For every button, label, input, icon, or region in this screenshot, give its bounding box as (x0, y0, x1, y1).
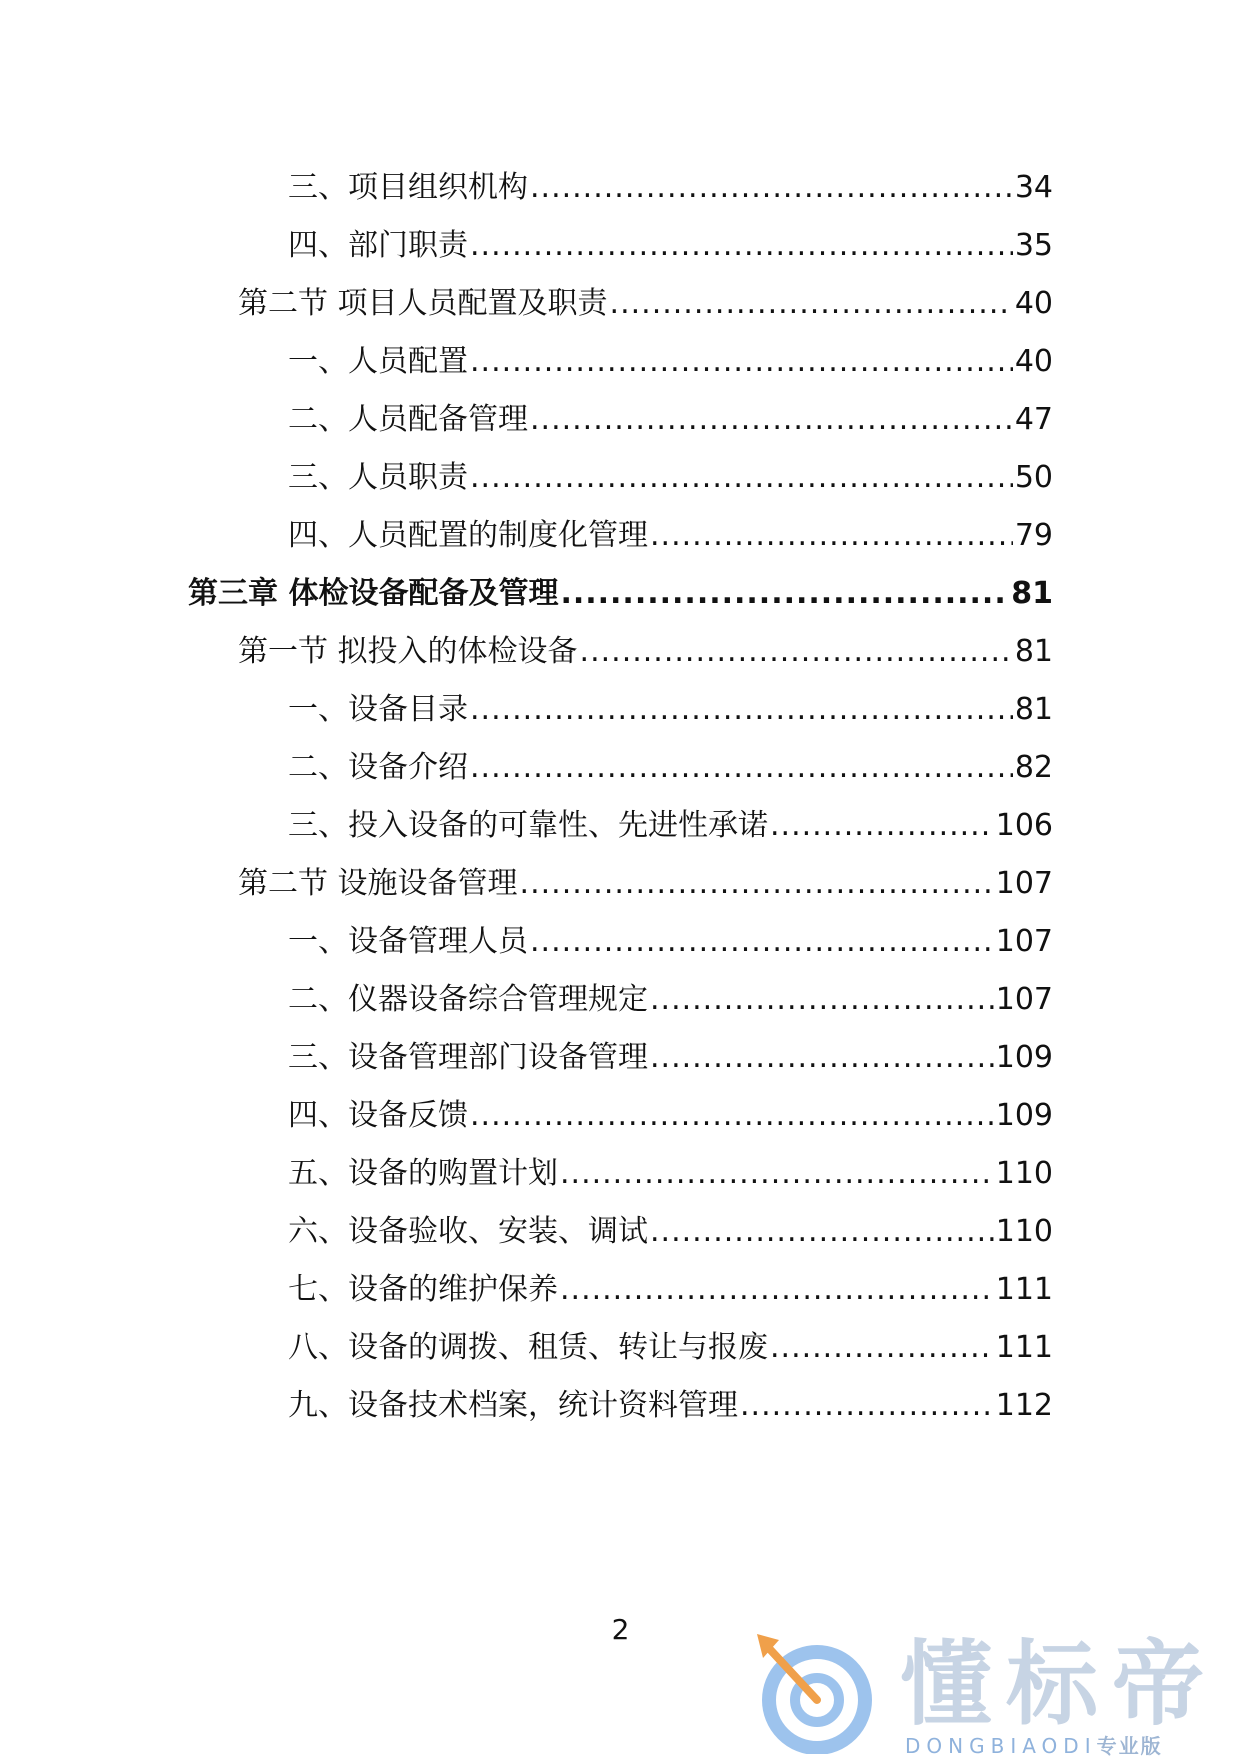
toc-entry-title: 三、投入设备的可靠性、先进性承诺 (288, 808, 768, 843)
toc-entry[interactable] (288, 922, 1053, 962)
toc-leader-dots (650, 1212, 994, 1252)
toc-entry-page: 79 (1014, 518, 1053, 553)
toc-entry-title: 一、设备管理人员 (288, 924, 528, 959)
toc-entry-title: 八、设备的调拨、租赁、转让与报废 (288, 1330, 768, 1365)
toc-leader-dots (470, 226, 1013, 266)
toc-leader-dots (470, 1096, 994, 1136)
toc-entry[interactable] (288, 168, 1053, 208)
toc-entry-page: 34 (1014, 170, 1053, 205)
toc-leader-dots (650, 516, 1013, 556)
toc-leader-dots (470, 458, 1013, 498)
toc-entry[interactable] (288, 748, 1053, 788)
toc-entry-page: 81 (1014, 692, 1053, 727)
toc-entry[interactable] (238, 284, 1053, 324)
watermark-name: 懂标帝 (900, 1631, 1219, 1738)
toc-entry-page: 110 (995, 1214, 1053, 1249)
toc-entry-page: 107 (995, 982, 1053, 1017)
toc-entry-title: 四、设备反馈 (288, 1098, 468, 1133)
toc-entry-title: 一、人员配置 (288, 344, 468, 379)
toc-entry-title: 三、项目组织机构 (288, 170, 528, 205)
toc-entry[interactable] (288, 226, 1053, 266)
toc-entry[interactable] (288, 516, 1053, 556)
toc-leader-dots (470, 342, 1013, 382)
toc-leader-dots (770, 1328, 994, 1368)
toc-leader-dots (650, 1038, 994, 1078)
toc-entry-title: 第二节 项目人员配置及职责 (238, 286, 608, 321)
toc-entry-title: 第三章 体检设备配备及管理 (188, 576, 559, 611)
toc-leader-dots (650, 980, 994, 1020)
toc-entry-title: 七、设备的维护保养 (288, 1272, 558, 1307)
toc-leader-dots (560, 574, 1009, 614)
toc-entry[interactable] (288, 1154, 1053, 1194)
toc-entry-page: 107 (995, 924, 1053, 959)
toc-entry-page: 112 (995, 1388, 1053, 1423)
toc-entry-title: 二、设备介绍 (288, 750, 468, 785)
watermark-edition: 专业版 (1096, 1734, 1163, 1758)
toc-leader-dots (770, 806, 994, 846)
toc-leader-dots (530, 168, 1013, 208)
toc-entry-title: 二、仪器设备综合管理规定 (288, 982, 648, 1017)
page-number: 2 (611, 1613, 630, 1646)
toc-entry-page: 50 (1014, 460, 1053, 495)
toc-entry[interactable] (288, 980, 1053, 1020)
toc-entry-title: 五、设备的购置计划 (288, 1156, 558, 1191)
toc-entry[interactable] (288, 806, 1053, 846)
toc-chapter-entry[interactable] (188, 574, 1053, 614)
toc-entry[interactable] (288, 690, 1053, 730)
toc-entry-page: 35 (1014, 228, 1053, 263)
toc-entry-page: 106 (995, 808, 1053, 843)
toc-entry[interactable] (238, 864, 1053, 904)
toc-entry-page: 109 (995, 1098, 1053, 1133)
toc-entry-page: 81 (1011, 576, 1053, 611)
toc-entry-page: 82 (1014, 750, 1053, 785)
toc-entry-title: 二、人员配备管理 (288, 402, 528, 437)
toc-entry[interactable] (288, 1270, 1053, 1310)
toc-leader-dots (560, 1270, 994, 1310)
toc-entry-title: 一、设备目录 (288, 692, 468, 727)
toc-entry-page: 109 (995, 1040, 1053, 1075)
toc-entry[interactable] (288, 1386, 1053, 1426)
toc-leader-dots (530, 922, 994, 962)
toc-entry-page: 40 (1014, 286, 1053, 321)
toc-entry-page: 111 (995, 1330, 1053, 1365)
toc-entry[interactable] (288, 1096, 1053, 1136)
toc-entry[interactable] (288, 458, 1053, 498)
toc-entry-title: 四、部门职责 (288, 228, 468, 263)
toc-entry-page: 111 (995, 1272, 1053, 1307)
toc-entry-page: 47 (1014, 402, 1053, 437)
toc-entry-title: 九、设备技术档案，统计资料管理 (288, 1388, 738, 1423)
toc-leader-dots (740, 1386, 994, 1426)
toc-entry-title: 三、人员职责 (288, 460, 468, 495)
toc-entry-title: 第一节 拟投入的体检设备 (238, 634, 578, 669)
toc-leader-dots (520, 864, 994, 904)
toc-entry-page: 110 (995, 1156, 1053, 1191)
toc-leader-dots (470, 690, 1013, 730)
toc-leader-dots (560, 1154, 994, 1194)
watermark-subtitle (905, 1730, 1163, 1759)
toc-entry-page: 107 (995, 866, 1053, 901)
toc-entry[interactable] (288, 400, 1053, 440)
toc-entry-title: 四、人员配置的制度化管理 (288, 518, 648, 553)
toc-leader-dots (610, 284, 1013, 324)
toc-leader-dots (530, 400, 1013, 440)
toc-entry[interactable] (238, 632, 1053, 672)
toc-entry-page: 40 (1014, 344, 1053, 379)
toc-entry[interactable] (288, 1038, 1053, 1078)
toc-entry-title: 六、设备验收、安装、调试 (288, 1214, 648, 1249)
toc-entry[interactable] (288, 1328, 1053, 1368)
watermark-pinyin: DONGBIAODI (905, 1734, 1097, 1758)
toc-leader-dots (580, 632, 1013, 672)
toc-entry-page: 81 (1014, 634, 1053, 669)
toc-entry[interactable] (288, 342, 1053, 382)
toc-leader-dots (470, 748, 1013, 788)
target-arrow-icon (745, 1630, 895, 1754)
toc-entry-title: 三、设备管理部门设备管理 (288, 1040, 648, 1075)
toc-entry-title: 第二节 设施设备管理 (238, 866, 518, 901)
toc-entry[interactable] (288, 1212, 1053, 1252)
watermark-logo (745, 1630, 1241, 1758)
